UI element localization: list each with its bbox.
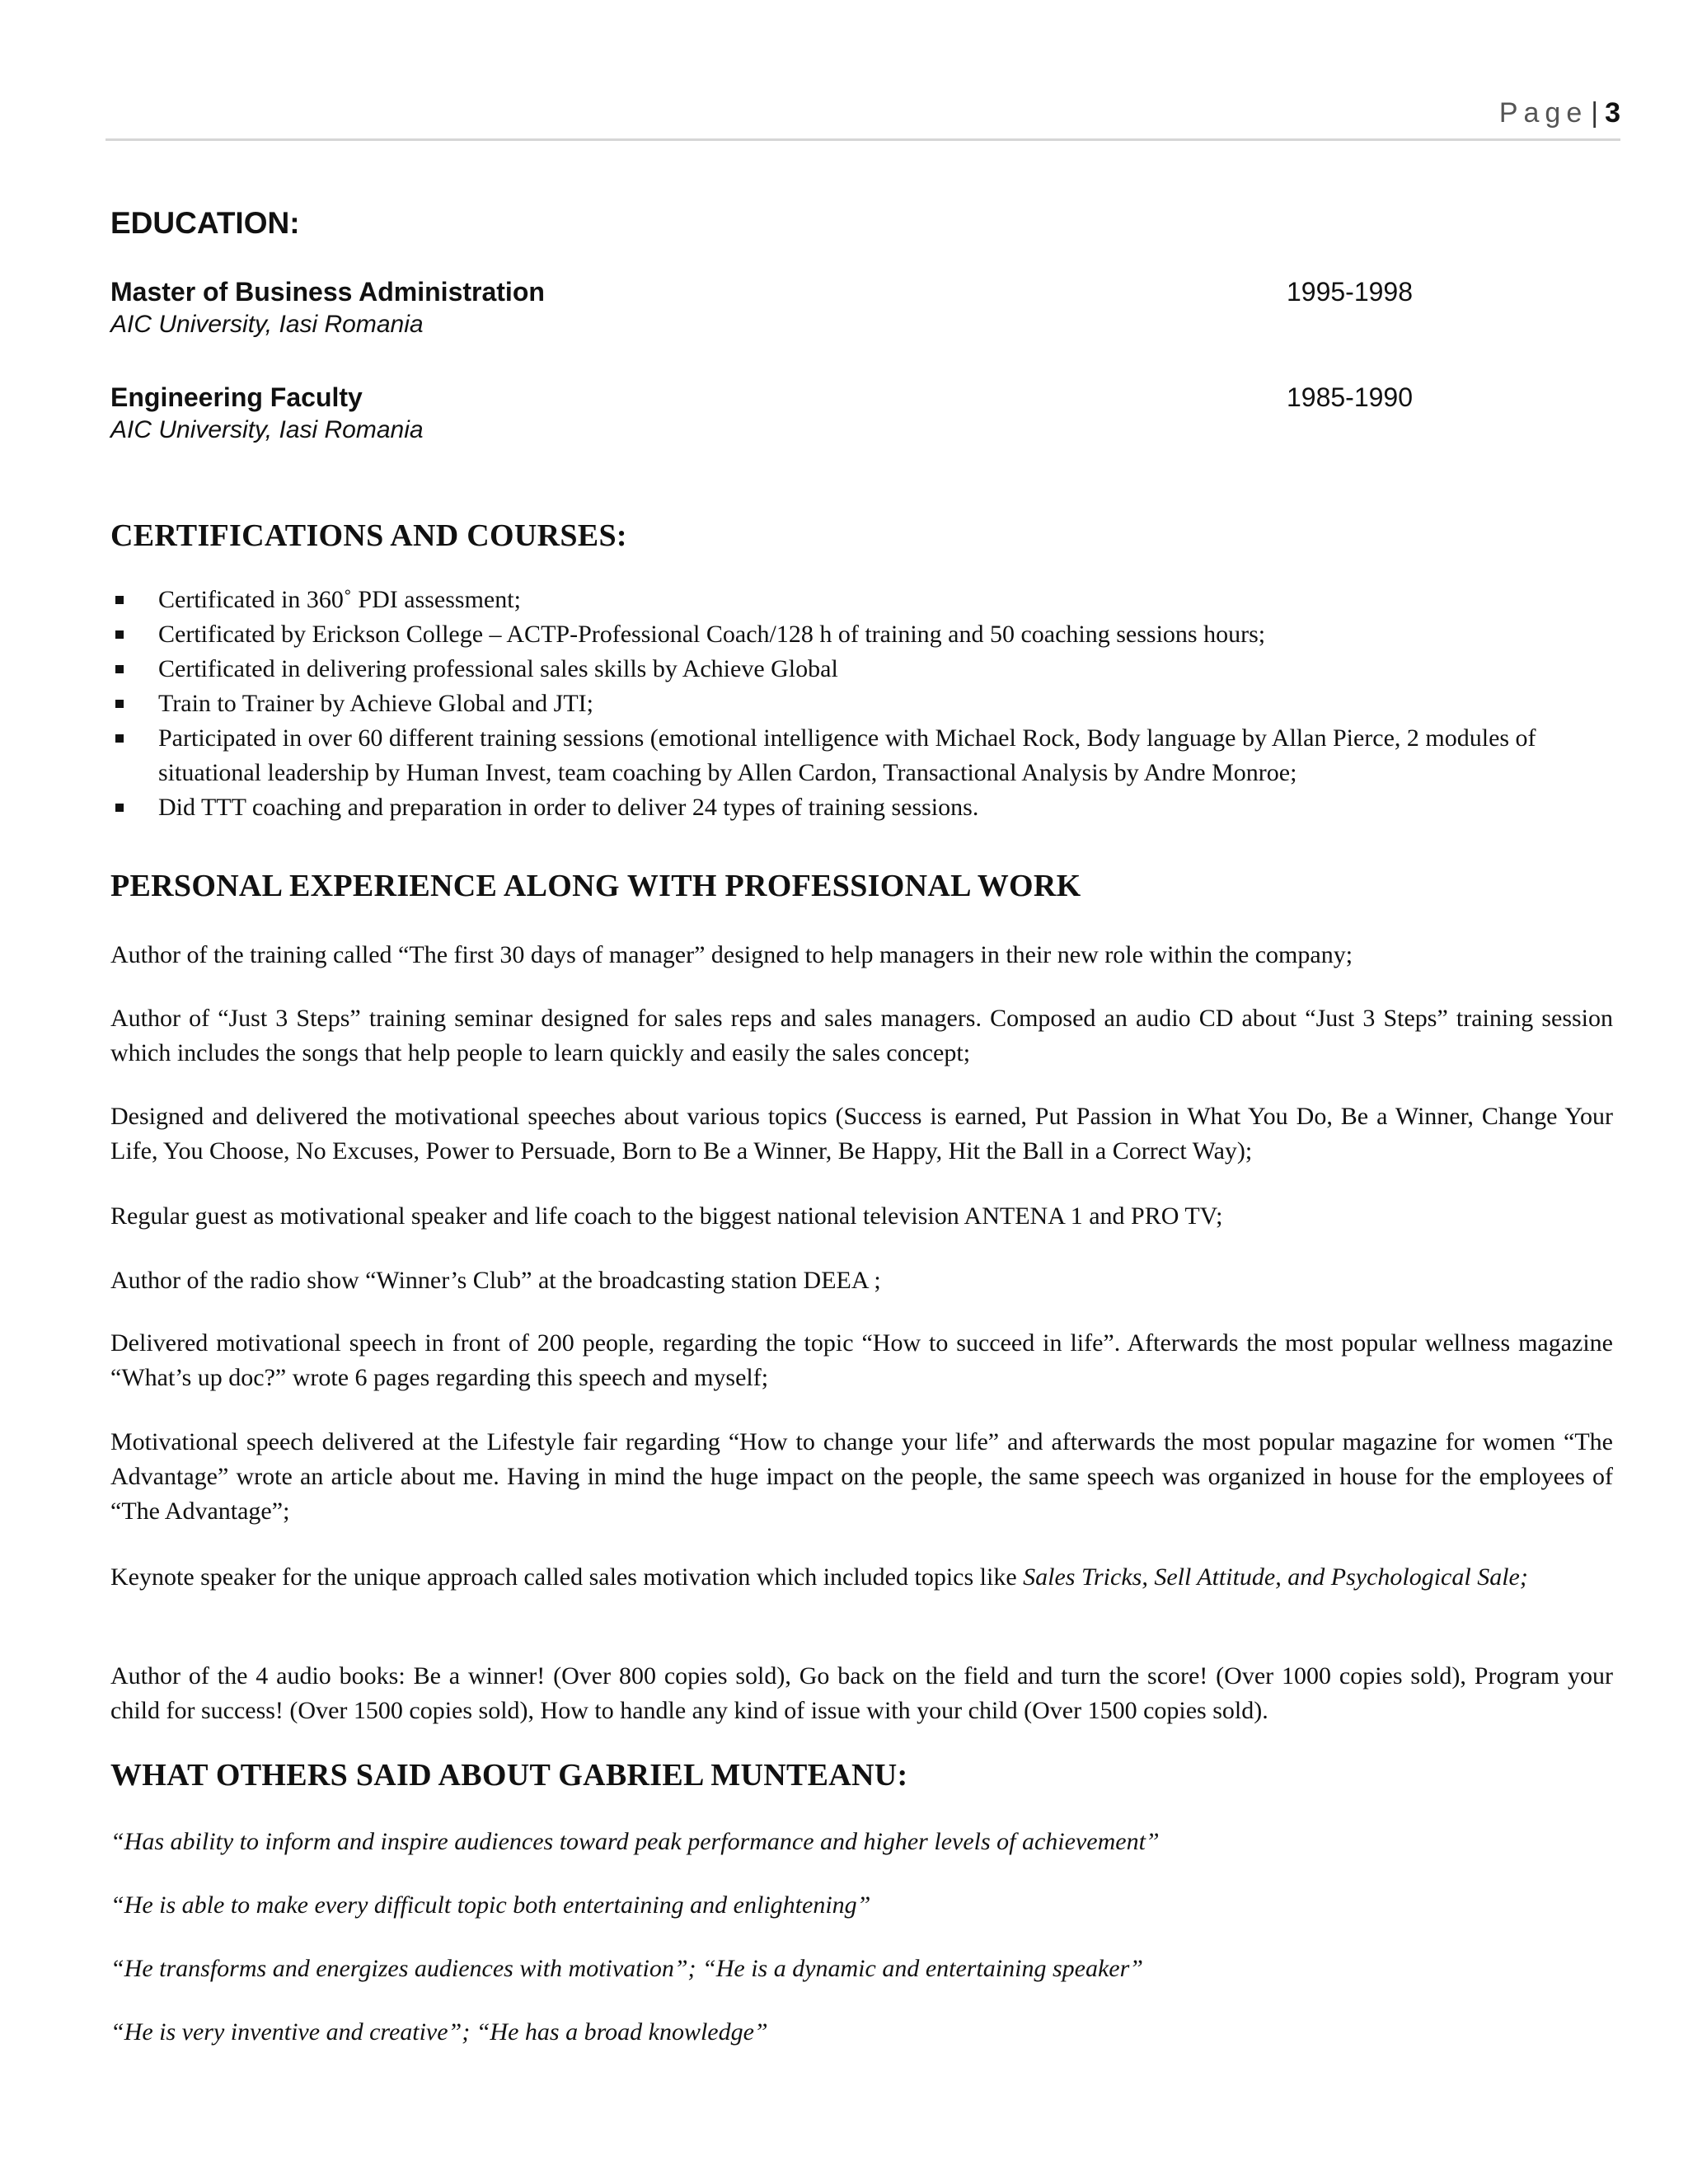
certifications-list [110, 583, 1619, 825]
experience-paragraph: Author of the training called “The first 30 days of manager” designed to help managers in their new role within the company; [110, 941, 1353, 968]
experience-paragraph: Author of the radio show “Winner’s Club” at the broadcasting station DEEA ; [110, 1267, 881, 1294]
testimonial-quote: “He is very inventive and creative”; “He has a broad knowledge” [110, 2018, 768, 2046]
bullet-square-icon [115, 630, 124, 639]
degree-school: AIC University, Iasi Romania [110, 416, 424, 443]
page-number [1499, 97, 1620, 129]
page-header [106, 97, 1620, 141]
page-number-value: 3 [1605, 97, 1620, 129]
list-item [110, 687, 1619, 721]
degree-years: 1985-1990 [1286, 382, 1413, 412]
page-label: Page [1498, 97, 1588, 129]
degree-years: 1995-1998 [1286, 277, 1413, 307]
experience-heading: PERSONAL EXPERIENCE ALONG WITH PROFESSIONAL WORK [110, 869, 1081, 903]
bullet-square-icon [115, 804, 124, 812]
experience-paragraph: Author of the 4 audio books: Be a winner! (Over 800 copies sold), Go back on the field and turn the score! (Over 1000 copies sold), Program your child for success! (Over 1500 copies sold), How to handle any kind of issue with your child (Over 1500 copies sold). [110, 1662, 1613, 1724]
testimonials-heading: WHAT OTHERS SAID ABOUT GABRIEL MUNTEANU: [110, 1758, 908, 1793]
degree-title: Master of Business Administration [110, 277, 545, 307]
bullet-square-icon [115, 665, 124, 673]
certifications-heading: CERTIFICATIONS AND COURSES: [110, 518, 627, 553]
list-item-text: Certificated by Erickson College – ACTP-Professional Coach/128 h of training and 50 coaching sessions hours; [158, 621, 1266, 648]
bullet-square-icon [115, 700, 124, 708]
education-entry-engineering [110, 382, 1413, 444]
education-entry-mba [110, 277, 1413, 339]
list-item-text: Participated in over 60 different training sessions (emotional intelligence with Michael Rock, Body language by Allan Pierce, 2 modules of situational leadership by Human Invest, team coaching by Allen Cardon, Transactional Analysis by Andre Monroe; [158, 724, 1536, 786]
bullet-square-icon [115, 596, 124, 604]
list-item-text: Did TTT coaching and preparation in order to deliver 24 types of training sessions. [158, 794, 979, 821]
testimonial-quote: “He is able to make every difficult topic both entertaining and enlightening” [110, 1891, 871, 1919]
list-item-text: Certificated in 360˚ PDI assessment; [158, 586, 521, 613]
bullet-square-icon [115, 734, 124, 743]
experience-paragraph: Designed and delivered the motivational speeches about various topics (Success is earned, Put Passion in What You Do, Be a Winner, Change Your Life, You Choose, No Excuses, Power to Persuade, Born to Be a Winner, Be Happy, Hit the Ball in a Correct Way); [110, 1103, 1613, 1165]
list-item [110, 583, 1619, 617]
keynote-topics: Sales Tricks, Sell Attitude, and Psychological Sale; [1023, 1563, 1528, 1591]
list-item-text: Train to Trainer by Achieve Global and JTI; [158, 690, 594, 717]
experience-paragraph-keynote [110, 1560, 1613, 1595]
list-item [110, 721, 1619, 790]
list-item [110, 617, 1619, 652]
list-item [110, 652, 1619, 687]
experience-paragraph: Delivered motivational speech in front of 200 people, regarding the topic “How to succeed in life”. Afterwards the most popular wellness magazine “What’s up doc?” wrote 6 pages regarding this speech and myself; [110, 1329, 1613, 1391]
experience-paragraph: Motivational speech delivered at the Lifestyle fair regarding “How to change your life” and afterwards the most popular magazine for women “The Advantage” wrote an article about me. Having in mind the huge impact on the people, the same speech was organized in house for the employees of “The Advantage”; [110, 1428, 1613, 1525]
page-separator: | [1591, 97, 1599, 129]
list-item-text: Certificated in delivering professional sales skills by Achieve Global [158, 655, 838, 682]
list-item [110, 790, 1619, 825]
degree-school: AIC University, Iasi Romania [110, 311, 424, 338]
experience-paragraph: Author of “Just 3 Steps” training seminar designed for sales reps and sales managers. Composed an audio CD about “Just 3 Steps” training session which includes the songs that help people to learn quickly and easily the sales concept; [110, 1005, 1613, 1066]
education-heading: EDUCATION: [110, 206, 300, 240]
degree-title: Engineering Faculty [110, 382, 363, 412]
testimonial-quote: “He transforms and energizes audiences with motivation”; “He is a dynamic and entertaining speaker” [110, 1955, 1143, 1982]
testimonial-quote: “Has ability to inform and inspire audiences toward peak performance and higher levels of achievement” [110, 1828, 1160, 1855]
keynote-text: Keynote speaker for the unique approach called sales motivation which included topics like [110, 1563, 1024, 1591]
experience-paragraph: Regular guest as motivational speaker and life coach to the biggest national television ANTENA 1 and PRO TV; [110, 1202, 1223, 1230]
